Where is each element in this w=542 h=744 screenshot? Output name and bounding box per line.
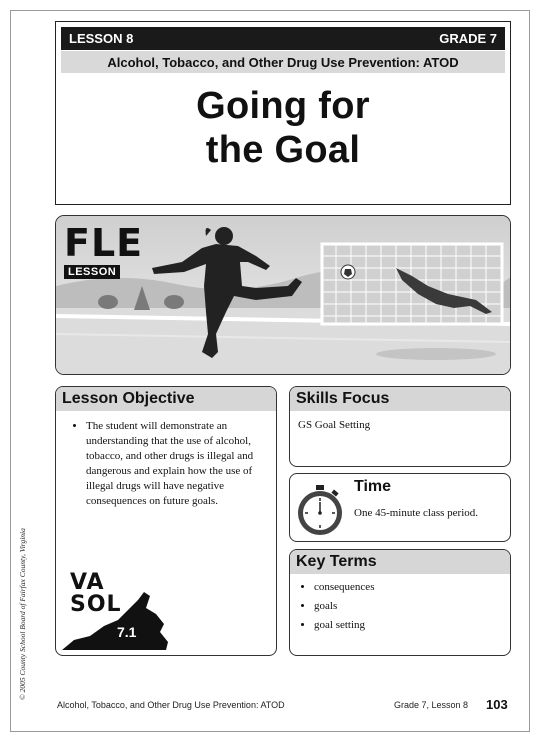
copyright-text: © 2005 County School Board of Fairfax County, Virginia	[18, 528, 27, 700]
key-term-item: • goals	[314, 599, 502, 614]
title-box	[55, 21, 511, 205]
time-heading: Time	[354, 478, 392, 495]
skills-text: GS Goal Setting	[298, 419, 371, 431]
va-sol-badge	[60, 570, 170, 652]
grade-label: GRADE 7	[439, 31, 497, 46]
bush-icon	[98, 295, 118, 309]
lesson-number: LESSON 8	[69, 31, 134, 46]
footer-grade-lesson: Grade 7, Lesson 8	[394, 700, 469, 710]
key-term-item: • goal setting	[314, 618, 502, 633]
fle-lesson-label: LESSON	[64, 265, 120, 279]
fle-badge	[64, 221, 144, 278]
objective-heading: Lesson Objective	[56, 387, 276, 411]
va-sol-text	[70, 572, 122, 616]
objective-bullet: • The student will demonstrate an understanding that the use of alcohol, tobacco, and other drugs is illegal and dangerous and explain how the use of illegal drugs will have negative consequences on future goals.	[86, 419, 268, 509]
unit-subtitle: Alcohol, Tobacco, and Other Drug Use Prevention: ATOD	[61, 51, 505, 73]
fle-logo-text: FLE	[64, 221, 144, 265]
stopwatch-icon	[295, 484, 345, 536]
key-terms-heading: Key Terms	[290, 550, 510, 574]
skills-focus-card	[289, 386, 511, 467]
skills-heading: Skills Focus	[290, 387, 510, 411]
va-label: VA	[70, 570, 105, 595]
lesson-bar	[61, 27, 505, 50]
soccer-banner	[55, 215, 511, 375]
sol-label: SOL	[70, 592, 122, 617]
footer-unit-title: Alcohol, Tobacco, and Other Drug Use Prevention: ATOD	[57, 700, 285, 710]
key-term-item: • consequences	[314, 580, 502, 595]
lesson-title	[56, 84, 510, 172]
time-card	[289, 473, 511, 542]
title-line-1: Going for	[196, 85, 370, 127]
time-text: One 45-minute class period.	[354, 507, 479, 519]
bush-icon	[164, 295, 184, 309]
title-line-2: the Goal	[205, 129, 361, 171]
page-number: 103	[486, 697, 508, 712]
key-terms-card	[289, 549, 511, 656]
sol-number: 7.1	[117, 624, 137, 640]
